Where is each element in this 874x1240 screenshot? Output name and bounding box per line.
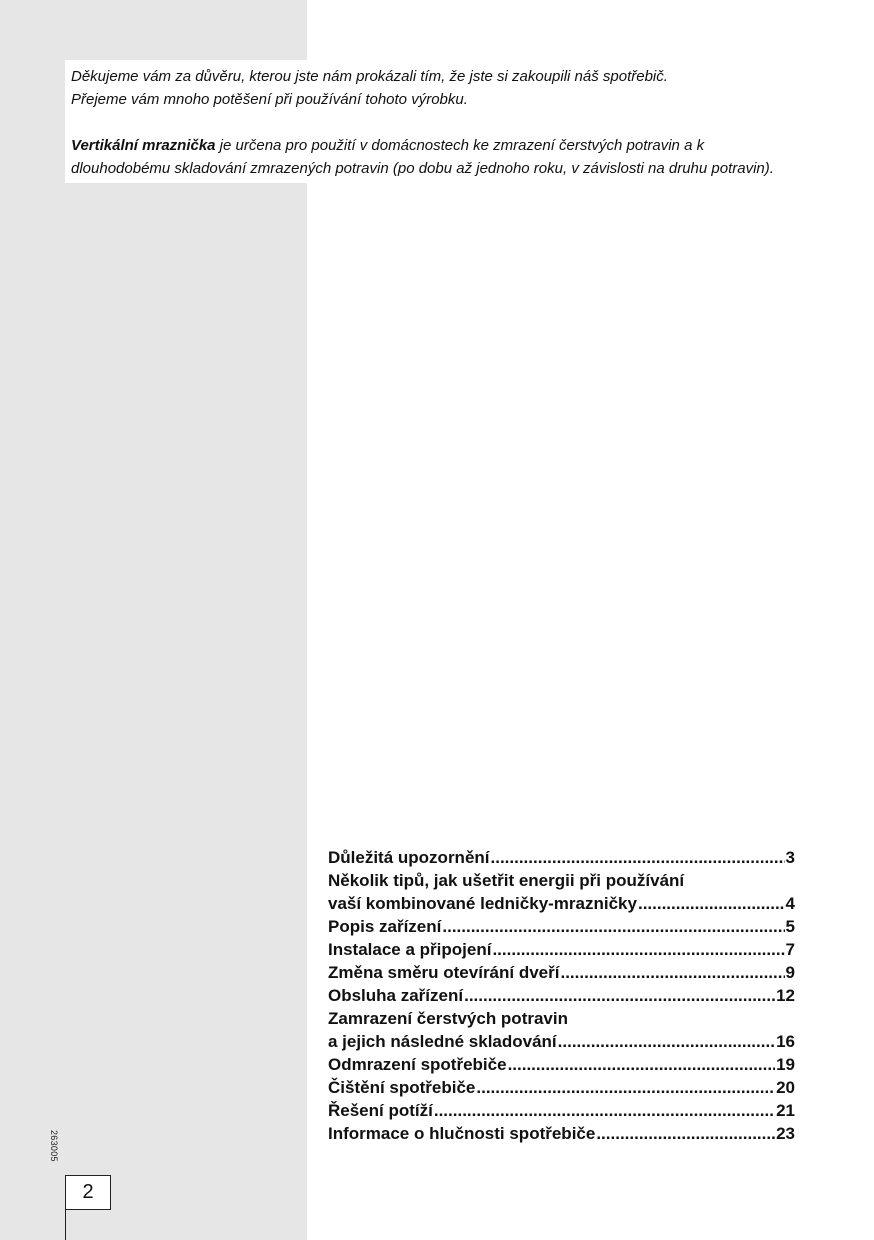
toc-entry[interactable] (328, 1053, 795, 1076)
toc-entry-title: Důležitá upozornění (328, 848, 490, 867)
toc-leader-dots (434, 1099, 775, 1122)
intro-thanks-paragraph (71, 65, 789, 111)
toc-entry-title: Instalace a připojení (328, 940, 492, 959)
toc-entry-page: 9 (785, 963, 795, 982)
toc-entry[interactable] (328, 869, 795, 915)
toc-leader-dots (464, 984, 775, 1007)
toc-entry-title: Popis zařízení (328, 917, 442, 936)
toc-entry[interactable] (328, 984, 795, 1007)
toc-leader-dots (476, 1076, 775, 1099)
toc-entry-title: vaší kombinované ledničky-mrazničky (328, 894, 637, 913)
toc-entry-page: 12 (776, 986, 795, 1005)
toc-entry-title: Změna směru otevírání dveří (328, 963, 560, 982)
toc-entry[interactable] (328, 1007, 795, 1053)
toc-leader-dots (442, 915, 784, 938)
toc-entry-title: a jejich následné skladování (328, 1032, 557, 1051)
toc-entry-page: 4 (785, 894, 795, 913)
toc-entry-title: Obsluha zařízení (328, 986, 464, 1005)
product-description: je určena pro použití v domácnostech ke zmrazení čerstvých potravin a k dlouhodobému skladování zmrazených potravin (po dobu až jednoho roku, v závislosti na druhu potravin). (71, 137, 774, 177)
document-code: 263005 (49, 1130, 59, 1162)
toc-entry-page: 5 (785, 917, 795, 936)
toc-entry[interactable] (328, 1099, 795, 1122)
toc-entry-page: 19 (776, 1055, 795, 1074)
intro-text-box (65, 60, 795, 183)
toc-entry[interactable] (328, 915, 795, 938)
intro-wish-line: Přejeme vám mnoho potěšení při používání tohoto výrobku. (71, 91, 468, 108)
toc-entry[interactable] (328, 1076, 795, 1099)
toc-entry-page: 16 (776, 1032, 795, 1051)
page-number: 2 (82, 1181, 94, 1203)
toc-leader-dots (560, 961, 784, 984)
toc-entry-title: Informace o hlučnosti spotřebiče (328, 1124, 596, 1143)
toc-leader-dots (508, 1053, 776, 1076)
toc-entry-page: 20 (776, 1078, 795, 1097)
toc-leader-dots (492, 938, 784, 961)
page-number-rule (65, 1209, 66, 1240)
page-number-box (65, 1175, 111, 1210)
toc-entry[interactable] (328, 1122, 795, 1145)
toc-leader-dots (638, 892, 785, 915)
toc-entry-page: 21 (776, 1101, 795, 1120)
toc-entry-page: 7 (785, 940, 795, 959)
toc-entry-title-line1: Několik tipů, jak ušetřit energii při používání (328, 871, 685, 890)
toc-entry[interactable] (328, 938, 795, 961)
toc-entry-title: Čištění spotřebiče (328, 1078, 476, 1097)
left-gray-band (0, 0, 307, 1240)
toc-leader-dots (558, 1030, 775, 1053)
toc-entry-page: 23 (776, 1124, 795, 1143)
product-name: Vertikální mraznička (71, 137, 216, 154)
toc-entry[interactable] (328, 961, 795, 984)
toc-entry-title: Řešení potíží (328, 1101, 433, 1120)
toc-entry-title-line1: Zamrazení čerstvých potravin (328, 1009, 568, 1028)
toc-leader-dots (596, 1122, 775, 1145)
intro-product-paragraph (71, 134, 789, 180)
toc-leader-dots (491, 846, 785, 869)
toc-entry-title: Odmrazení spotřebiče (328, 1055, 507, 1074)
intro-thanks-line: Děkujeme vám za důvěru, kterou jste nám prokázali tím, že jste si zakoupili náš spotřebič. (71, 68, 668, 85)
toc-entry[interactable] (328, 846, 795, 869)
toc-entry-page: 3 (785, 848, 795, 867)
table-of-contents (328, 846, 795, 1145)
